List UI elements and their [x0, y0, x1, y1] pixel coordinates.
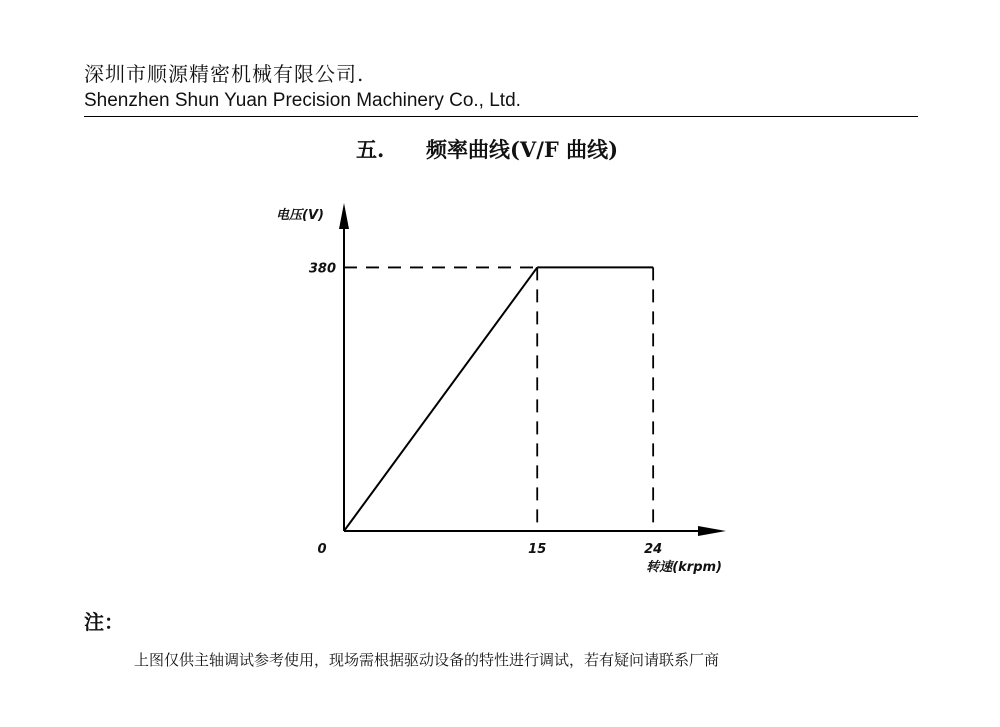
chart-series — [344, 267, 653, 531]
company-name-chinese: 深圳市顺源精密机械有限公司. — [84, 62, 365, 86]
x-axis-arrow — [698, 526, 726, 536]
y-tick-label: 380 — [308, 261, 336, 277]
section-title: 频率曲线(V/F 曲线) — [426, 137, 619, 162]
y-axis-arrow — [339, 203, 349, 229]
x-axis-label: 转速(krpm) — [646, 560, 722, 575]
chart-reference-lines — [344, 267, 653, 531]
x-tick-label: 0 — [317, 542, 327, 557]
section-number: 五. — [356, 137, 385, 162]
x-tick-label: 24 — [644, 542, 663, 557]
y-axis-label: 电压(V) — [276, 208, 324, 223]
note-label: 注： — [84, 610, 124, 634]
chart-axes — [339, 203, 726, 536]
company-name-english: Shenzhen Shun Yuan Precision Machinery Co., Ltd. — [84, 90, 521, 111]
chart-labels — [276, 207, 722, 575]
note-text: 上图仅供主轴调试参考使用，现场需根据驱动设备的特性进行调试，若有疑问请联系厂商 — [134, 651, 720, 669]
series-0-segment-0 — [344, 267, 537, 531]
x-tick-label: 15 — [528, 542, 547, 557]
